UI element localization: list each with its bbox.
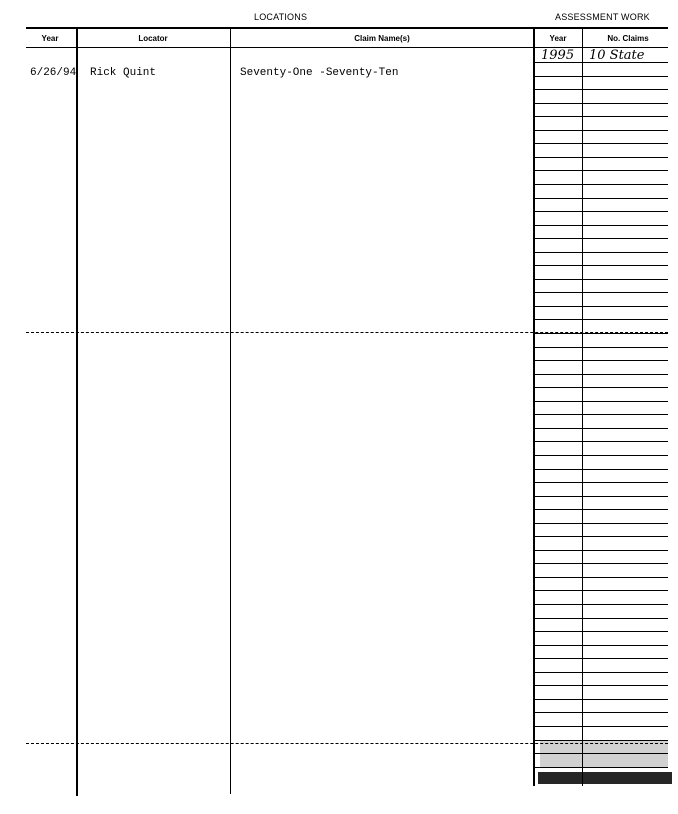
assessment-row-rule [535,658,668,659]
location-entry-locator: Rick Quint [90,67,157,79]
assessment-row-rule [535,211,668,212]
assessment-row-rule [535,401,668,402]
assessment-row-rule [535,685,668,686]
locator-column-header: Locator [138,34,168,43]
assessment-row-rule [535,699,668,700]
assessment-row-rule [535,428,668,429]
assessment-row-rule [535,645,668,646]
assessment-row-rule [535,360,668,361]
assessment-row-rule [535,157,668,158]
assessment-row-rule [535,238,668,239]
assessment-row-rule [535,374,668,375]
location-entry-year: 6/26/94 [30,67,77,79]
assessment-row-rule [535,469,668,470]
assessment-row-rule [535,252,668,253]
assessment-row-rule [535,387,668,388]
assessment-row-rule [535,631,668,632]
assessment-row-rule [535,726,668,727]
assessment-row-rule [535,170,668,171]
assessment-row-rule [535,225,668,226]
assessment-row-rule [535,103,668,104]
assessment-row-rule [535,509,668,510]
scan-noise-speckle [540,740,668,768]
assessment-row-rule [535,319,668,320]
assessment-row-rule [535,441,668,442]
assessment-row-rule [535,198,668,199]
assessment-row-rule [535,184,668,185]
assessment-row-rule [535,76,668,77]
assessment-entry-no-claims: 10 State [589,48,645,63]
assessment-entry-year: 1995 [541,48,575,63]
assessment-row-rule [535,550,668,551]
assessment-row-rule [535,130,668,131]
assessment-row-rule [535,333,668,334]
assessment-row-rule [535,279,668,280]
divider-locator-claims [230,28,231,794]
assessment-row-rule [535,347,668,348]
divider-year-locator [76,28,78,796]
assessment-row-rule [535,590,668,591]
assessment-row-rule [535,618,668,619]
assessment-row-rule [535,455,668,456]
no-claims-column-header: No. Claims [607,34,649,43]
assessment-row-rule [535,265,668,266]
assessment-work-section-title: ASSESSMENT WORK [555,12,650,22]
year-column-header: Year [41,34,59,43]
assessment-row-rule [535,604,668,605]
scan-noise-block [538,772,672,784]
locations-section-title: LOCATIONS [254,12,308,22]
assessment-row-rule [535,116,668,117]
claim-names-column-header: Claim Name(s) [354,34,410,43]
assessment-row-rule [535,414,668,415]
assessment-row-rule [535,712,668,713]
assessment-row-rule [535,577,668,578]
assessment-row-rule [535,536,668,537]
assessment-row-rule [535,496,668,497]
assessment-row-rule [535,672,668,673]
assessment-row-rule [535,292,668,293]
assessment-row-rule [535,143,668,144]
assessment-row-rule [535,563,668,564]
top-rule [26,27,668,29]
assessment-row-rule [535,482,668,483]
assessment-row-rule [535,523,668,524]
assessment-year-column-header: Year [549,34,567,43]
location-entry-claim-names: Seventy-One -Seventy-Ten [240,67,399,79]
fold-line-upper [26,332,668,333]
assessment-row-rule [535,89,668,90]
assessment-row-rule [535,306,668,307]
